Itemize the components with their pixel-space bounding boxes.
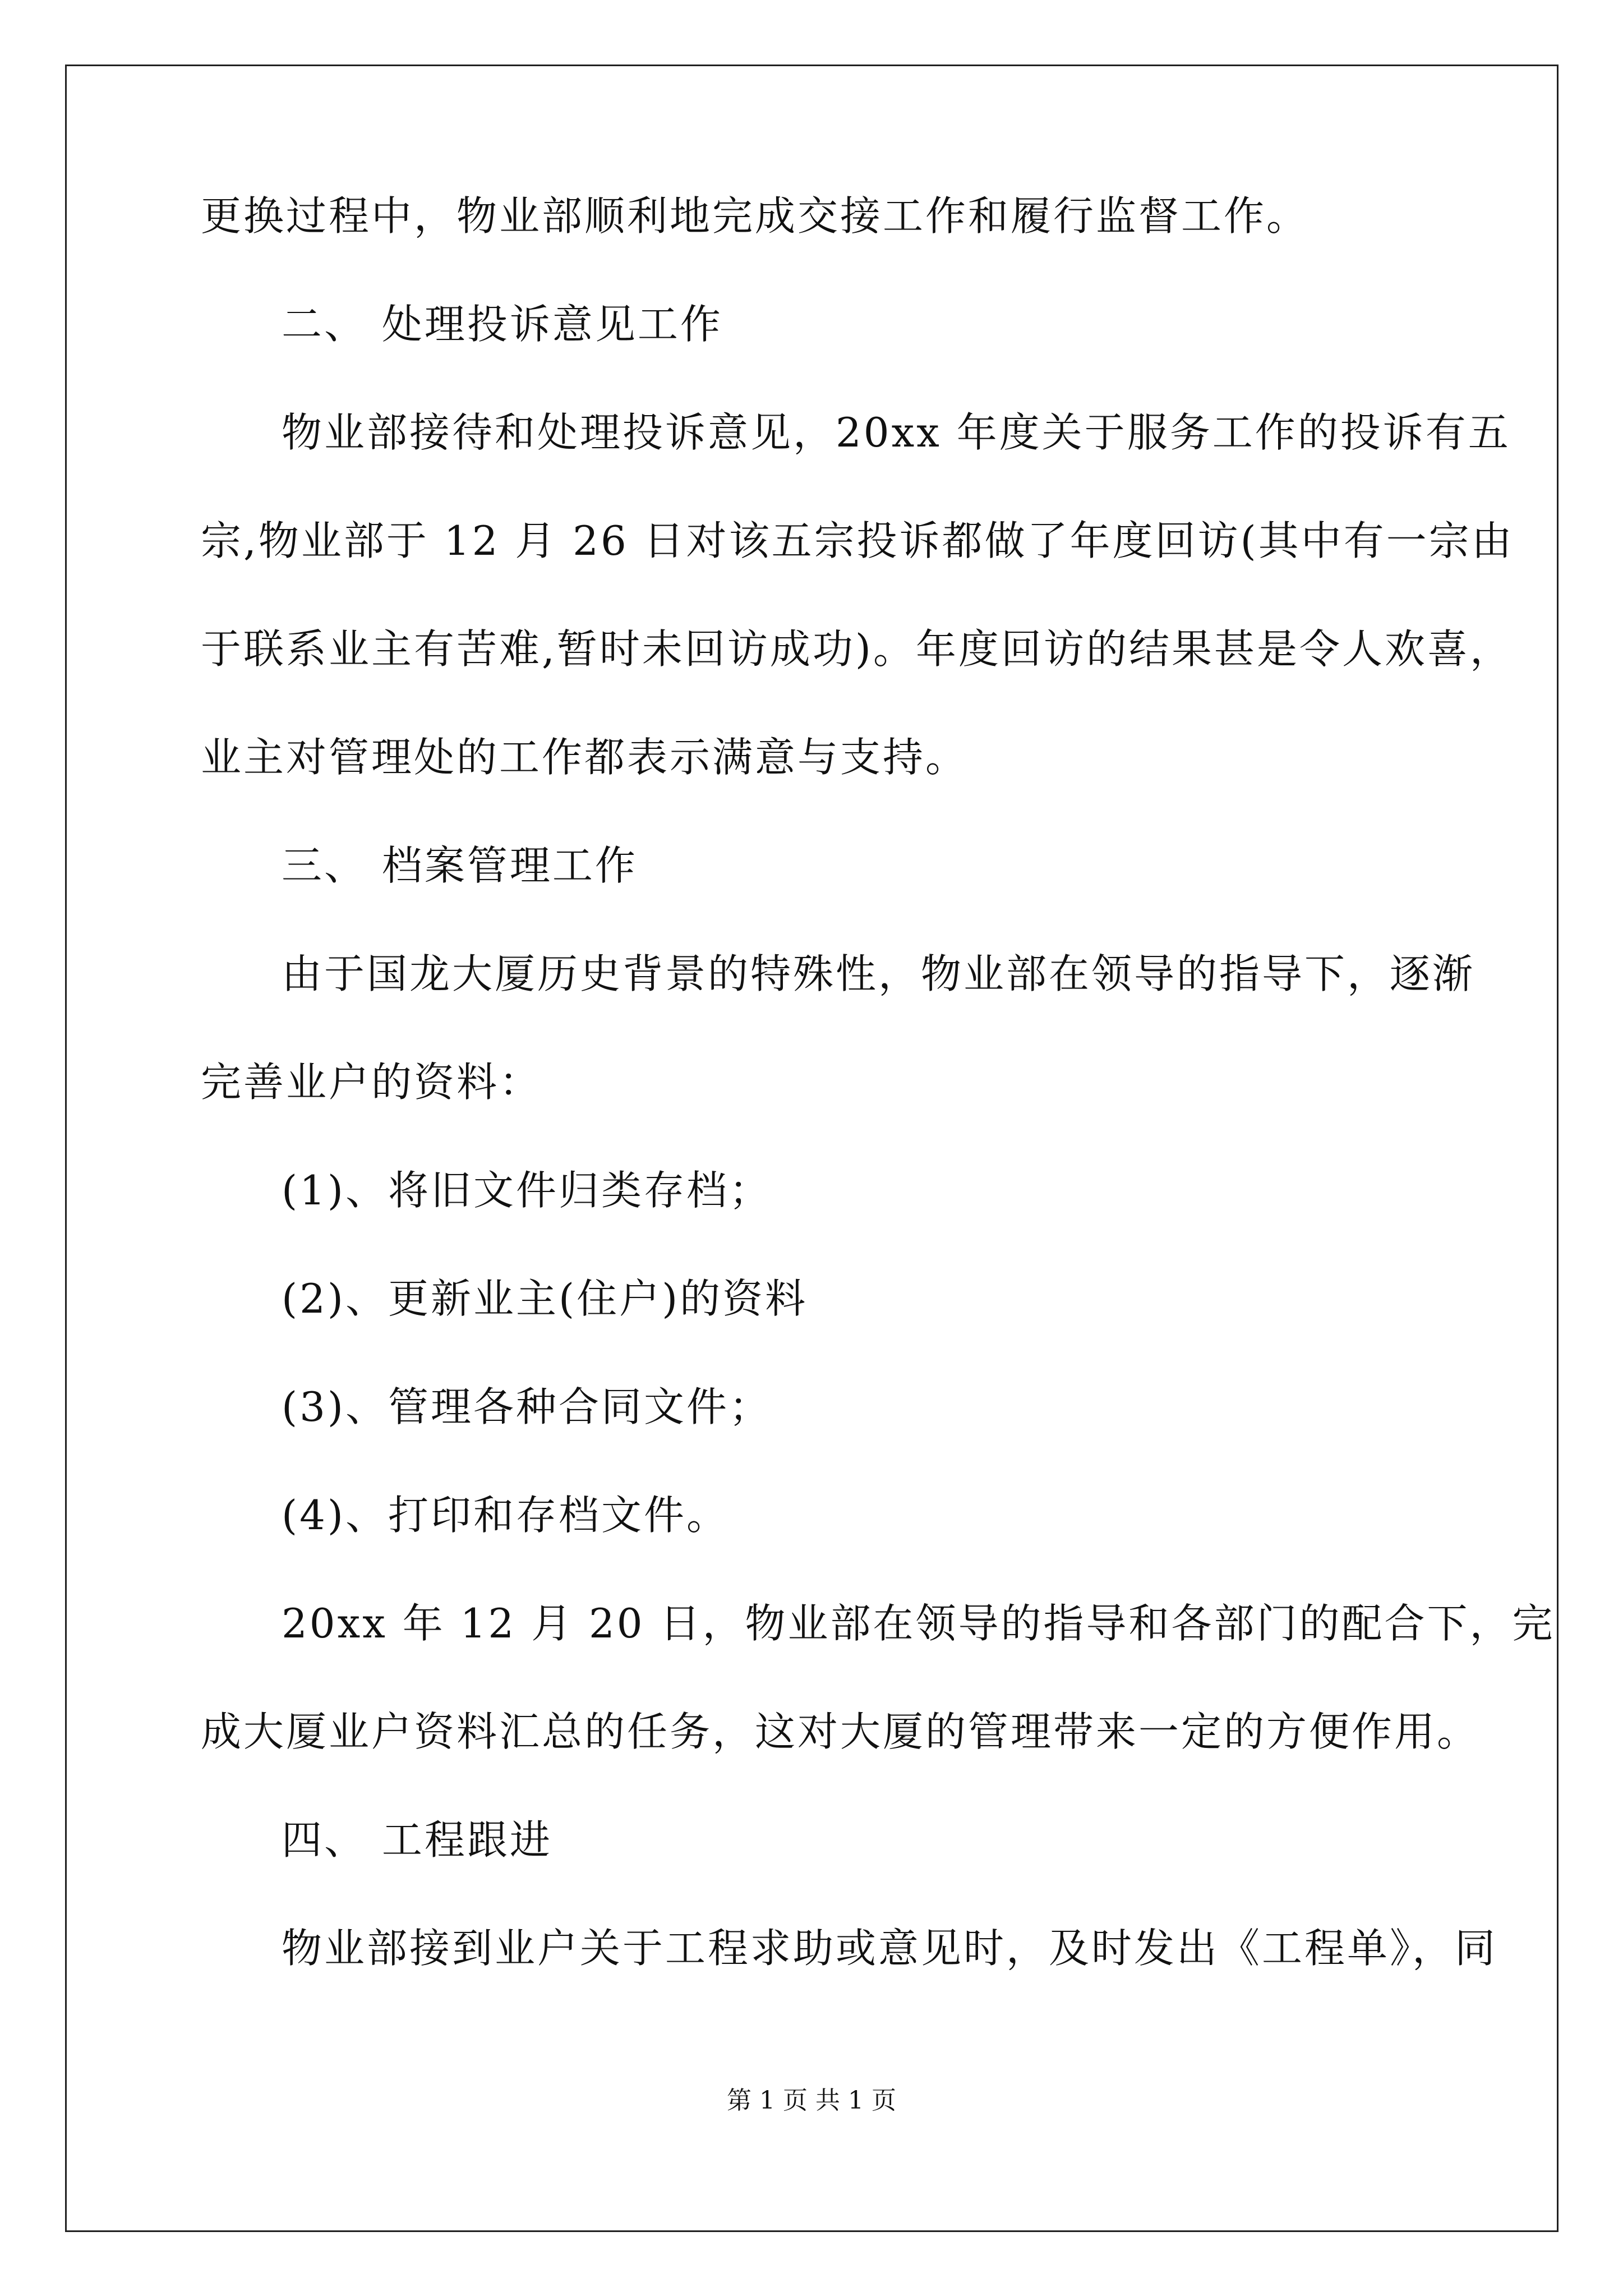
section-heading-4: 四、 工程跟进 [282, 1816, 552, 1864]
paragraph-line: 业主对管理处的工作都表示满意与支持。 [201, 734, 969, 781]
paragraph-line: 20xx 年 12 月 20 日，物业部在领导的指导和各部门的配合下，完 [282, 1600, 1555, 1647]
list-item: (4)、打印和存档文件。 [282, 1492, 729, 1539]
list-item: (2)、更新业主(住户)的资料 [282, 1275, 808, 1322]
paragraph-line: 物业部接待和处理投诉意见，20xx 年度关于服务工作的投诉有五 [282, 409, 1511, 456]
paragraph-line: 由于国龙大厦历史背景的特殊性，物业部在领导的指导下，逐渐 [282, 950, 1476, 997]
paragraph-line: 成大厦业户资料汇总的任务，这对大厦的管理带来一定的方便作用。 [201, 1708, 1480, 1755]
paragraph-line: 完善业户的资料： [201, 1059, 542, 1106]
paragraph-line: 于联系业主有苦难,暂时未回访成功)。年度回访的结果甚是令人欢喜， [201, 625, 1513, 673]
section-heading-2: 二、 处理投诉意见工作 [282, 301, 723, 348]
section-heading-3: 三、 档案管理工作 [282, 842, 638, 889]
list-item: (3)、管理各种合同文件； [282, 1383, 772, 1430]
paragraph-line: 物业部接到业户关于工程求助或意见时，及时发出《工程单》，同 [282, 1925, 1498, 1972]
page-footer: 第 1 页 共 1 页 [727, 2086, 896, 2115]
paragraph-line: 宗,物业部于 12 月 26 日对该五宗投诉都做了年度回访(其中有一宗由 [201, 517, 1514, 564]
paragraph-line: 更换过程中，物业部顺利地完成交接工作和履行监督工作。 [201, 192, 1310, 240]
list-item: (1)、将旧文件归类存档； [282, 1167, 772, 1214]
page-border [65, 65, 1559, 2232]
